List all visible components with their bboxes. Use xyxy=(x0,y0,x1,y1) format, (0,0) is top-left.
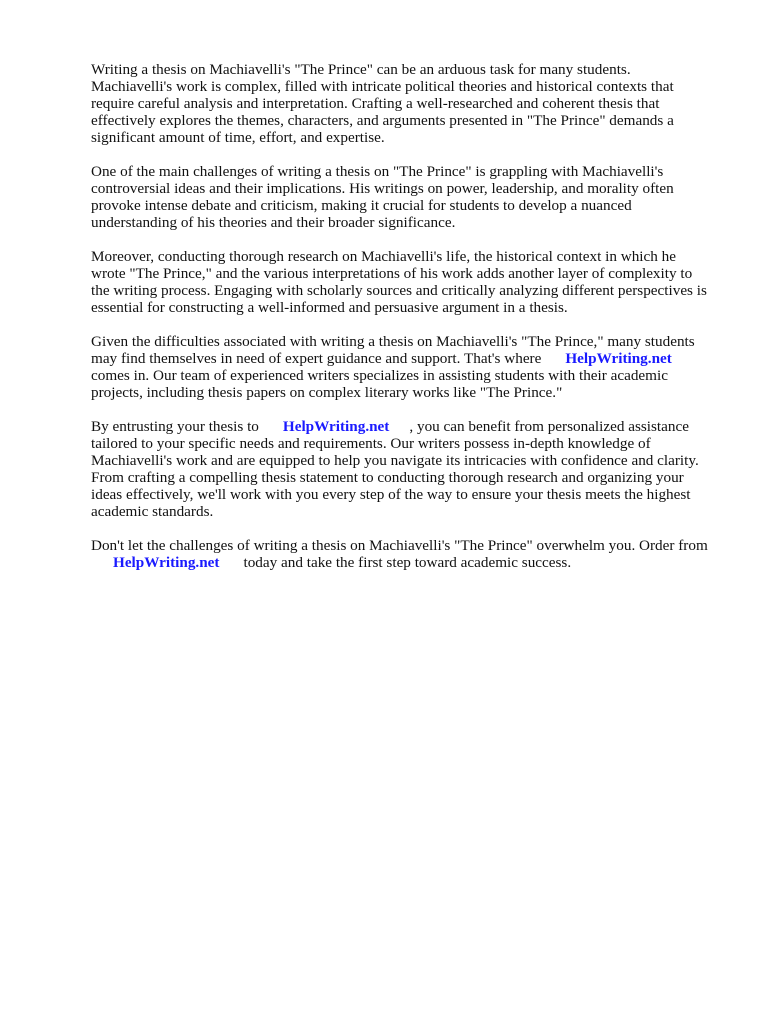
paragraph-research xyxy=(91,248,731,316)
text-line: One of the main challenges of writing a thesis on "The Prince" is grappling with Machiavelli's xyxy=(91,163,664,180)
text-fragment: today and take the first step toward academic success. xyxy=(243,554,572,571)
text-line: From crafting a compelling thesis statement to conducting thorough research and organizing your xyxy=(91,469,684,486)
text-line: Don't let the challenges of writing a thesis on Machiavelli's "The Prince" overwhelm you. Order from xyxy=(91,537,708,554)
text-fragment: By entrusting your thesis to xyxy=(91,418,259,435)
helpwriting-link[interactable]: HelpWriting.net xyxy=(113,554,220,571)
text-line: understanding of his theories and their broader significance. xyxy=(91,214,456,231)
paragraph-call-to-action xyxy=(91,537,731,571)
text-line: require careful analysis and interpretation. Crafting a well-researched and coherent thesis that xyxy=(91,95,660,112)
helpwriting-link[interactable]: HelpWriting.net xyxy=(282,418,390,435)
text-line: Machiavelli's work is complex, filled with intricate political theories and historical contexts that xyxy=(91,78,674,95)
text-line: comes in. Our team of experienced writers specializes in assisting students with their academic xyxy=(91,367,668,384)
text-fragment: may find themselves in need of expert guidance and support. That's where xyxy=(91,350,542,367)
text-line xyxy=(91,554,731,571)
paragraph-challenges xyxy=(91,163,731,231)
text-line: effectively explores the themes, characters, and arguments presented in "The Prince" demands a xyxy=(91,112,674,129)
text-line: the writing process. Engaging with scholarly sources and critically analyzing different perspectives is xyxy=(91,282,707,299)
text-fragment: , you can benefit from personalized assistance xyxy=(409,418,689,435)
text-line: academic standards. xyxy=(91,503,214,520)
text-line: provoke intense debate and criticism, making it crucial for students to develop a nuanced xyxy=(91,197,632,214)
text-line xyxy=(91,350,731,367)
paragraph-guidance xyxy=(91,333,731,401)
paragraph-entrusting xyxy=(91,418,731,520)
text-line: significant amount of time, effort, and expertise. xyxy=(91,129,385,146)
text-line: ideas effectively, we'll work with you every step of the way to ensure your thesis meets the highest xyxy=(91,486,691,503)
text-line: Moreover, conducting thorough research on Machiavelli's life, the historical context in which he xyxy=(91,248,676,265)
text-line: controversial ideas and their implications. His writings on power, leadership, and morality often xyxy=(91,180,674,197)
text-line: wrote "The Prince," and the various interpretations of his work adds another layer of complexity to xyxy=(91,265,693,282)
text-line: tailored to your specific needs and requirements. Our writers possess in-depth knowledge of xyxy=(91,435,651,452)
helpwriting-link[interactable]: HelpWriting.net xyxy=(565,350,672,367)
text-line: essential for constructing a well-informed and persuasive argument in a thesis. xyxy=(91,299,568,316)
text-line: Given the difficulties associated with writing a thesis on Machiavelli's "The Prince," many students xyxy=(91,333,695,350)
text-line: Machiavelli's work and are equipped to help you navigate its intricacies with confidence and clarity. xyxy=(91,452,699,469)
text-line: projects, including thesis papers on complex literary works like "The Prince." xyxy=(91,384,563,401)
text-line xyxy=(91,418,731,435)
text-line: Writing a thesis on Machiavelli's "The Prince" can be an arduous task for many students. xyxy=(91,61,631,78)
paragraph-intro xyxy=(91,61,731,146)
document-body xyxy=(91,61,731,588)
